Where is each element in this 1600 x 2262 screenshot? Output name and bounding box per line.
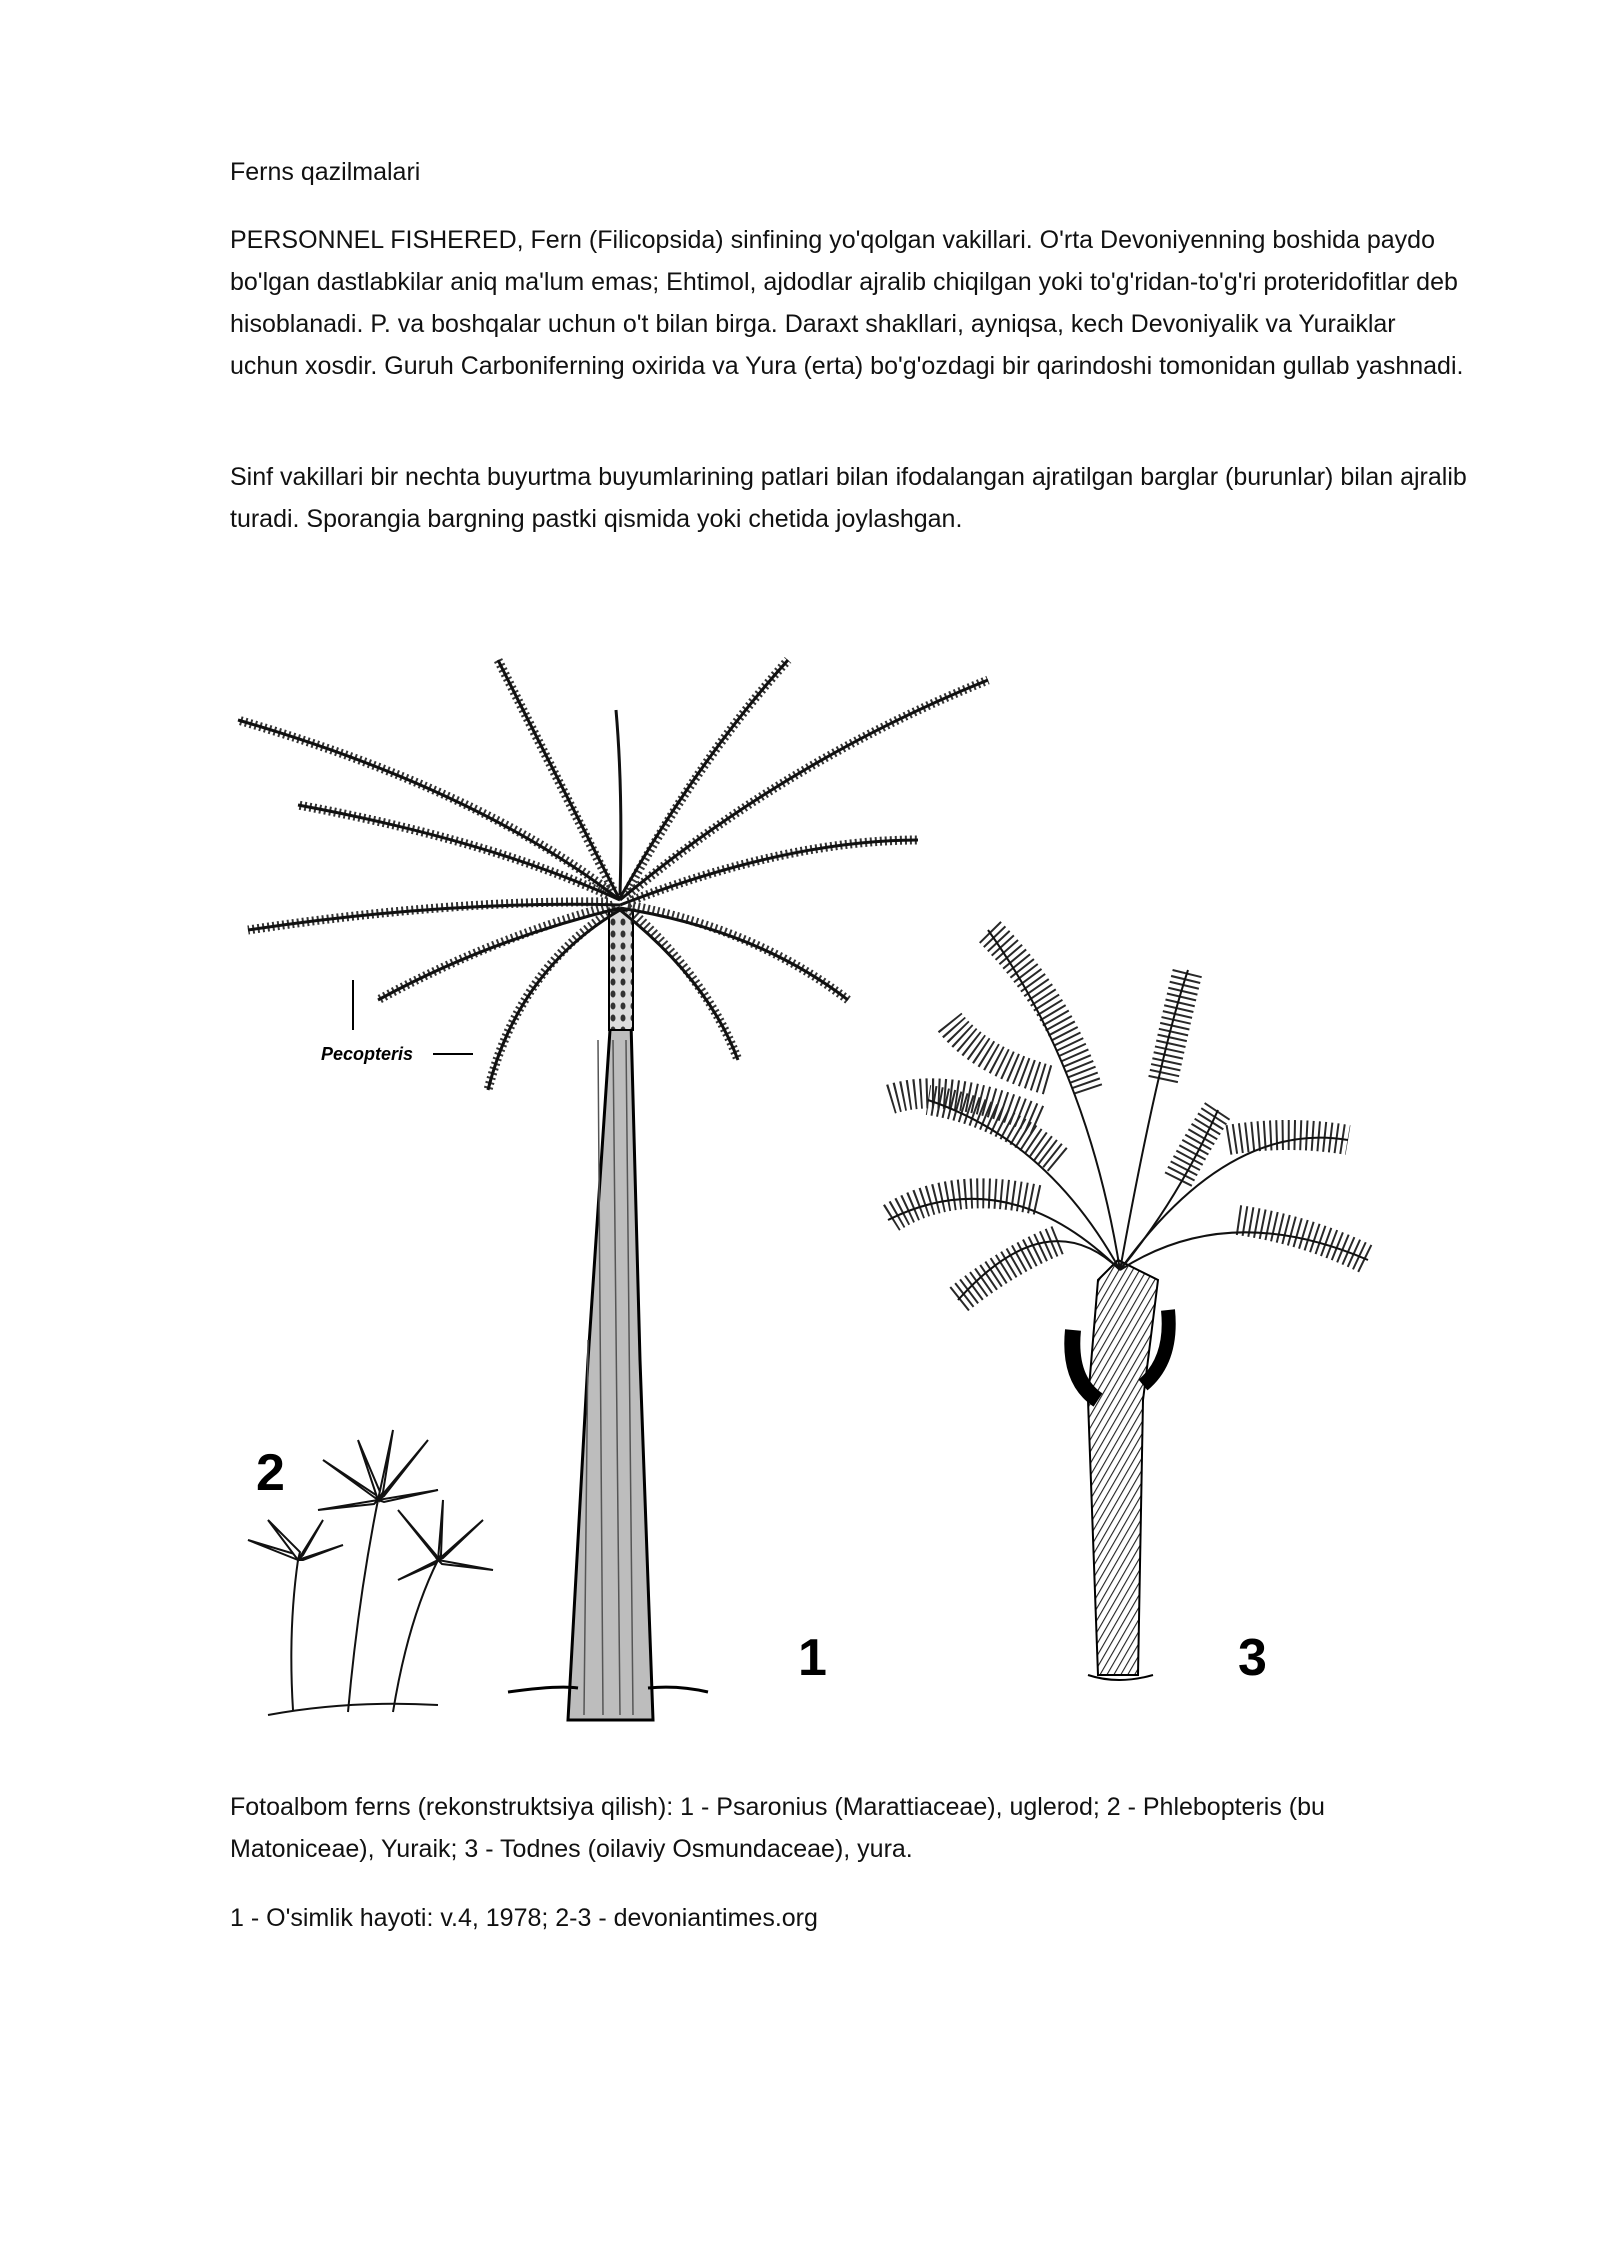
figure-label-3: 3 <box>1238 1629 1267 1687</box>
source-line <box>230 1897 1470 1939</box>
todites-tree-drawing <box>888 930 1368 1680</box>
caption-text: Fotoalbom ferns (rekonstruktsiya qilish): 1 - Psaronius (Marattiaceae), uglerod; 2 - Phlebopteris (bu Matoniceae), Yuraik; 3 - Todnes (oilaviy Osmundaceae), yura. <box>230 1793 1325 1863</box>
paragraph-2-text: Sinf vakillari bir nechta buyurtma buyumlarining patlari bilan ifodalangan ajratilgan barglar (burunlar) bilan ajralib turadi. Sporangia bargning pastki qismida yoki chetida joylashgan. <box>230 463 1467 533</box>
source-text: 1 - O'simlik hayoti: v.4, 1978; 2-3 - devoniantimes.org <box>230 1904 818 1932</box>
pecopteris-label: Pecopteris <box>321 1044 414 1064</box>
document-title <box>230 151 1470 193</box>
paragraph-1-text: PERSONNEL FISHERED, Fern (Filicopsida) sinfining yo'qolgan vakillari. O'rta Devoniyenning boshida paydo bo'lgan dastlabkilar aniq ma'lum emas; Ehtimol, ajdodlar ajralib chiqilgan yoki to'g'ridan-to'g'ri proteridofitlar deb hisoblanadi. P. va boshqalar uchun o't bilan birga. Daraxt shakllari, ayniqsa, kech Devoniyalik va Yuraiklar uchun xosdir. Guruh Carboniferning oxirida va Yura (erta) bo'g'ozdagi bir qarindoshi tomonidan gullab yashnadi. <box>230 226 1464 380</box>
paragraph-2 <box>230 456 1470 540</box>
psaronius-tree-drawing <box>238 660 988 1720</box>
figure-label-2: 2 <box>256 1444 285 1502</box>
figure-caption <box>230 1786 1470 1870</box>
paragraph-1 <box>230 219 1470 387</box>
fossil-ferns-illustration <box>228 640 1468 1750</box>
figure-label-1: 1 <box>798 1629 827 1687</box>
title-text: Ferns qazilmalari <box>230 158 421 186</box>
